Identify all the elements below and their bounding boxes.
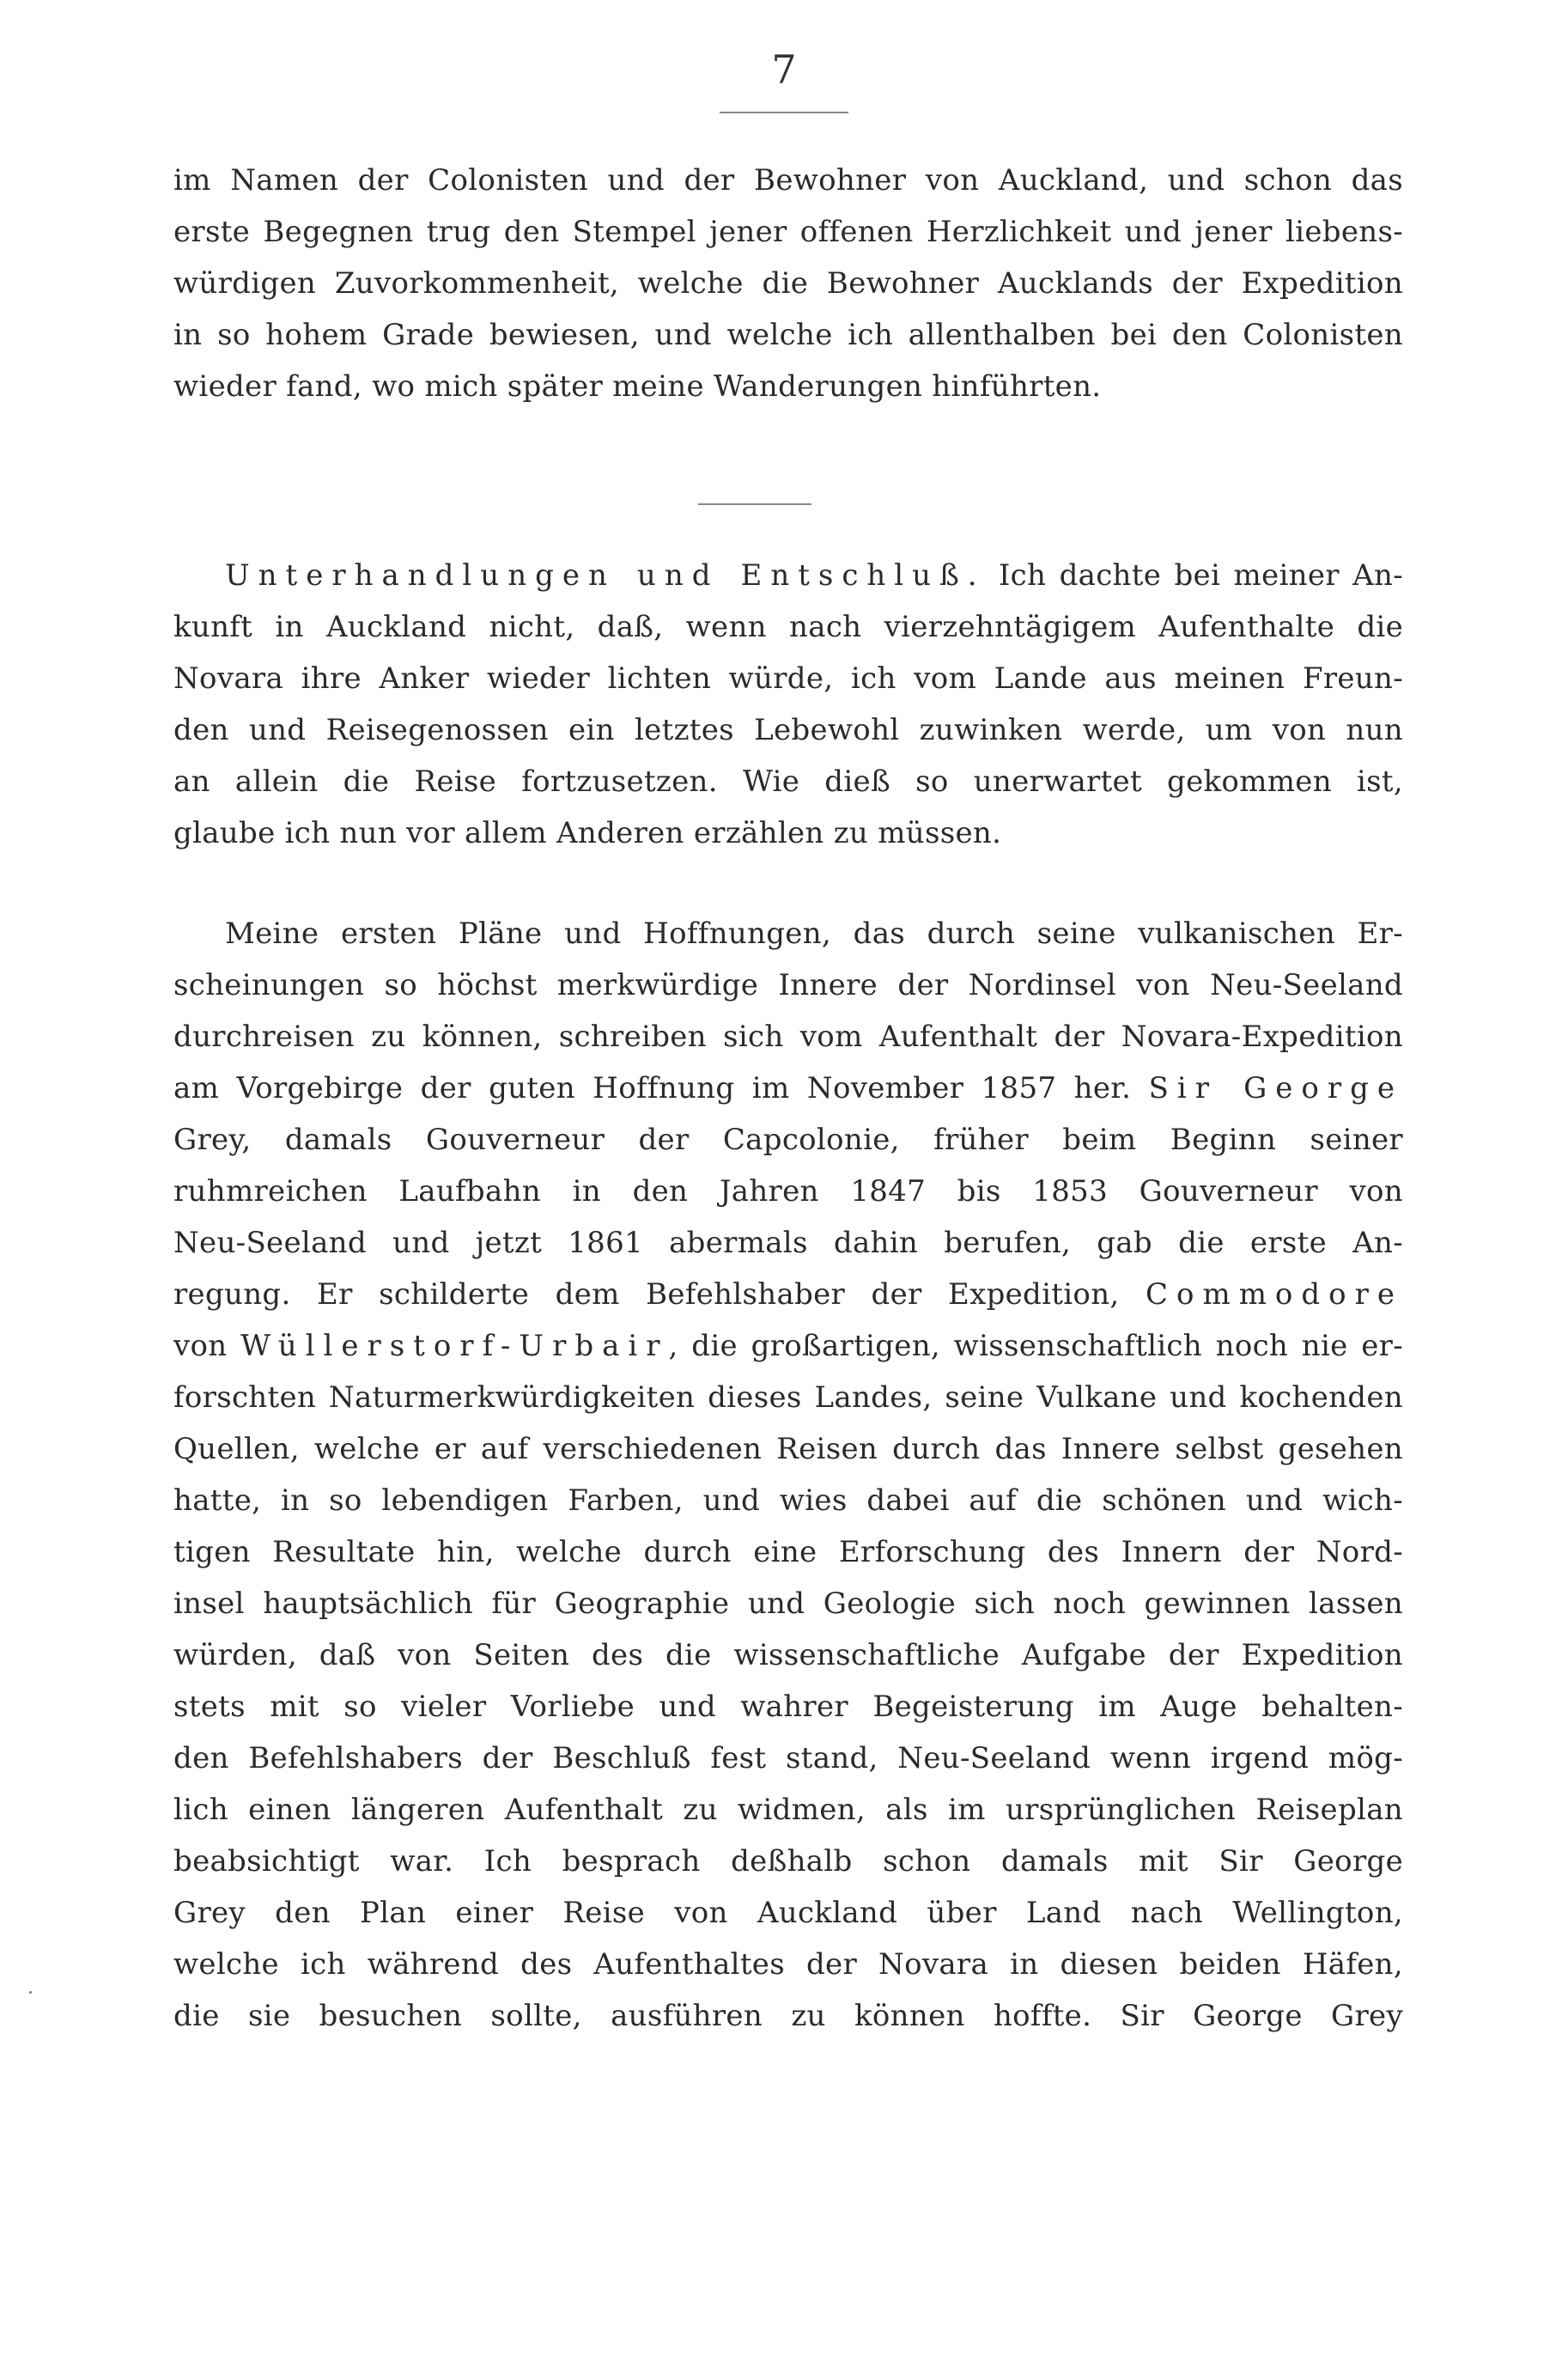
text-line: würdigen Zuvorkommenheit, welche die Bewohner Aucklands der Expedition — [173, 266, 1403, 301]
text-line: würden, daß von Seiten des die wissenschaftliche Aufgabe der Expedition — [173, 1638, 1403, 1672]
text-line: scheinungen so höchst merkwürdige Innere der Nordinsel von Neu-Seeland — [173, 968, 1403, 1002]
person-title: Commodore — [1145, 1277, 1404, 1312]
text-line: in so hohem Grade bewiesen, und welche ich allenthalben bei den Colonisten — [173, 318, 1403, 352]
text-line: insel hauptsächlich für Geographie und Geologie sich noch gewinnen lassen — [173, 1586, 1403, 1621]
text-line: von Wüllerstorf-Urbair, die großartigen, wissenschaftlich noch nie er- — [173, 1329, 1403, 1363]
section-divider-rule — [698, 503, 811, 505]
text-line: Quellen, welche er auf verschiedenen Reisen durch das Innere selbst gesehen — [173, 1432, 1403, 1466]
section-heading: Unterhandlungen und Entschluß. — [225, 558, 986, 593]
text-line: tigen Resultate hin, welche durch eine Erforschung des Innern der Nord- — [173, 1535, 1403, 1569]
text-line: hatte, in so lebendigen Farben, und wies dabei auf die schönen und wich- — [173, 1483, 1403, 1518]
text-line: ruhmreichen Laufbahn in den Jahren 1847 bis 1853 Gouverneur von — [173, 1174, 1403, 1209]
text-line: durchreisen zu können, schreiben sich vom Aufenthalt der Novara-Expedition — [173, 1020, 1403, 1054]
text-line: wieder fand, wo mich später meine Wanderungen hinführten. — [173, 369, 1102, 404]
text-line: Meine ersten Pläne und Hoffnungen, das durch seine vulkanischen Er- — [225, 917, 1403, 951]
text-line: lich einen längeren Aufenthalt zu widmen, als im ursprünglichen Reiseplan — [173, 1793, 1403, 1827]
section-paragraph — [173, 550, 1403, 859]
text-line: beabsichtigt war. Ich besprach deßhalb schon damals mit Sir George — [173, 1844, 1403, 1879]
text-line: den Befehlshabers der Beschluß fest stand, Neu-Seeland wenn irgend mög- — [173, 1741, 1403, 1775]
person-name: Sir George — [1148, 1071, 1403, 1105]
text-line: Grey den Plan einer Reise von Auckland über Land nach Wellington, — [173, 1896, 1403, 1930]
text-line: glaube ich nun vor allem Anderen erzählen zu müssen. — [173, 816, 1002, 850]
person-name: Wüllerstorf-Urbair — [240, 1329, 669, 1363]
text-line: stets mit so vieler Vorliebe und wahrer Begeisterung im Auge behalten- — [173, 1690, 1403, 1724]
text-line: regung. Er schilderte dem Befehlshaber der Expedition, Commodore — [173, 1277, 1404, 1312]
paragraph-3 — [173, 908, 1403, 2042]
text-line: die sie besuchen sollte, ausführen zu können hoffte. Sir George Grey — [173, 1999, 1403, 2033]
stray-ink-mark — [29, 1991, 32, 1994]
paragraph-1 — [173, 155, 1403, 412]
text-line: den und Reisegenossen ein letztes Lebewohl zuwinken werde, um von nun — [173, 713, 1403, 747]
text-line: an allein die Reise fortzusetzen. Wie dieß so unerwartet gekommen ist, — [173, 764, 1403, 799]
text-line — [173, 550, 1403, 601]
text-line: forschten Naturmerkwürdigkeiten dieses Landes, seine Vulkane und kochenden — [173, 1380, 1403, 1415]
text-line: kunft in Auckland nicht, daß, wenn nach vierzehntägigem Aufenthalte die — [173, 610, 1403, 644]
text-line: Grey, damals Gouverneur der Capcolonie, früher beim Beginn seiner — [173, 1123, 1403, 1157]
text-line: Neu-Seeland und jetzt 1861 abermals dahin berufen, gab die erste An- — [173, 1226, 1403, 1260]
section-first-line-rest: Ich dachte bei meiner An- — [998, 558, 1403, 593]
page-number: 7 — [771, 46, 797, 93]
text-line: erste Begegnen trug den Stempel jener offenen Herzlichkeit und jener liebens- — [173, 215, 1403, 249]
text-line: am Vorgebirge der guten Hoffnung im November 1857 her. Sir George — [173, 1071, 1403, 1105]
text-line: im Namen der Colonisten und der Bewohner von Auckland, und schon das — [173, 163, 1403, 198]
text-line: welche ich während des Aufenthaltes der Novara in diesen beiden Häfen, — [173, 1947, 1403, 1982]
text-line: Novara ihre Anker wieder lichten würde, ich vom Lande aus meinen Freun- — [173, 661, 1403, 696]
header-rule — [720, 112, 848, 113]
